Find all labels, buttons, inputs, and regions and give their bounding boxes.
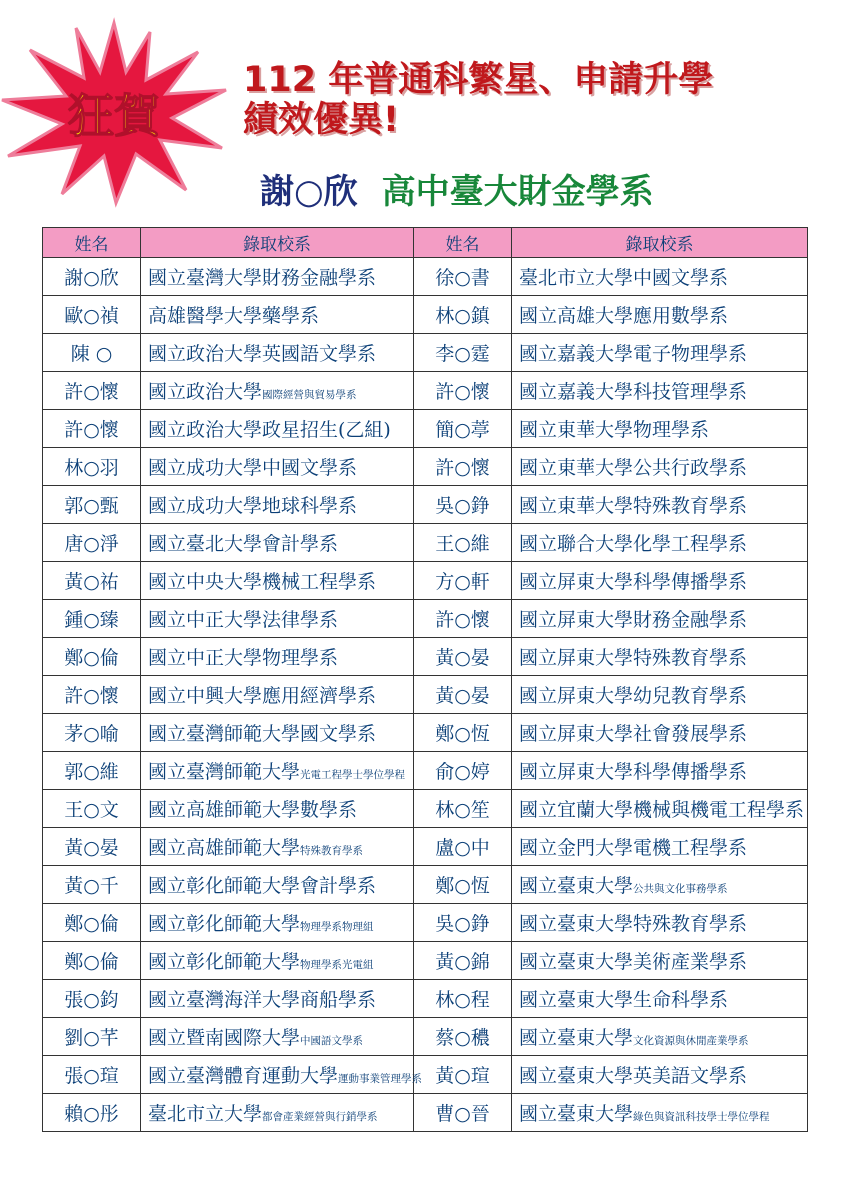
admitted-program xyxy=(141,980,414,1018)
table-row xyxy=(43,866,808,904)
school-name: 國立東華大學物理學系 xyxy=(519,419,710,441)
admitted-program xyxy=(141,676,414,714)
student-name: 許○懷 xyxy=(414,372,512,410)
school-name: 國立臺東大學 xyxy=(519,875,634,897)
student-name: 林○程 xyxy=(414,980,512,1018)
student-name: 謝○欣 xyxy=(43,258,141,296)
table-header-row xyxy=(43,228,808,258)
school-name: 國立屏東大學科學傳播學系 xyxy=(519,761,748,783)
school-name: 國立成功大學地球科學系 xyxy=(148,495,358,517)
celebration-badge xyxy=(0,20,228,205)
table-row xyxy=(43,904,808,942)
department-name-small: 都會產業經營與行銷學系 xyxy=(262,1111,378,1123)
admitted-program xyxy=(512,372,808,410)
admitted-program xyxy=(141,1018,414,1056)
student-name: 林○鎮 xyxy=(414,296,512,334)
student-name: 張○鈞 xyxy=(43,980,141,1018)
table-row xyxy=(43,372,808,410)
department-name-small: 綠色與資訊科技學士學位學程 xyxy=(633,1111,770,1123)
school-name: 國立臺東大學 xyxy=(519,1103,634,1125)
admitted-program xyxy=(512,448,808,486)
admitted-program xyxy=(512,904,808,942)
school-name: 國立屏東大學幼兒教育學系 xyxy=(519,685,748,707)
headline-line-1: 112 年普通科繁星、申請升學 xyxy=(243,60,714,100)
student-name: 王○維 xyxy=(414,524,512,562)
table-row xyxy=(43,1094,808,1132)
admitted-program xyxy=(141,258,414,296)
admitted-program xyxy=(141,410,414,448)
school-name: 國立臺灣體育運動大學 xyxy=(148,1065,339,1087)
table-row xyxy=(43,714,808,752)
admitted-program xyxy=(512,524,808,562)
school-name: 臺北市立大學中國文學系 xyxy=(519,267,729,289)
admitted-program xyxy=(512,638,808,676)
student-name: 賴○彤 xyxy=(43,1094,141,1132)
school-name: 國立金門大學電機工程學系 xyxy=(519,837,748,859)
student-name: 黃○晏 xyxy=(414,638,512,676)
student-name: 曹○晉 xyxy=(414,1094,512,1132)
admitted-program xyxy=(141,562,414,600)
school-name: 國立政治大學英國語文學系 xyxy=(148,343,377,365)
student-name: 方○軒 xyxy=(414,562,512,600)
school-name: 國立臺東大學美術產業學系 xyxy=(519,951,748,973)
student-name: 郭○甄 xyxy=(43,486,141,524)
featured-dept: 高中臺大財金學系 xyxy=(381,172,654,212)
student-name: 許○懷 xyxy=(43,410,141,448)
table-row xyxy=(43,676,808,714)
school-name: 國立臺灣師範大學 xyxy=(148,761,301,783)
school-name: 國立聯合大學化學工程學系 xyxy=(519,533,748,555)
featured-name: 謝○欣 xyxy=(260,172,358,212)
table-body xyxy=(43,258,808,1132)
table-row xyxy=(43,334,808,372)
table-row xyxy=(43,980,808,1018)
student-name: 徐○書 xyxy=(414,258,512,296)
student-name: 張○瑄 xyxy=(43,1056,141,1094)
school-name: 國立臺東大學 xyxy=(519,1027,634,1049)
department-name-small: 國際經營與貿易學系 xyxy=(262,389,357,401)
school-name: 國立中正大學物理學系 xyxy=(148,647,339,669)
student-name: 劉○芊 xyxy=(43,1018,141,1056)
header-school-2: 錄取校系 xyxy=(512,228,808,258)
table-row xyxy=(43,486,808,524)
student-name: 鄭○恆 xyxy=(414,866,512,904)
admission-table xyxy=(42,227,808,1132)
admitted-program xyxy=(512,486,808,524)
admitted-program xyxy=(141,904,414,942)
school-name: 國立臺灣海洋大學商船學系 xyxy=(148,989,377,1011)
admitted-program xyxy=(141,1056,423,1094)
admitted-program xyxy=(141,448,414,486)
school-name: 國立成功大學中國文學系 xyxy=(148,457,358,479)
school-name: 國立彰化師範大學 xyxy=(148,951,301,973)
school-name: 高雄醫學大學藥學系 xyxy=(148,305,320,327)
student-name: 許○懷 xyxy=(43,676,141,714)
student-name: 茅○喻 xyxy=(43,714,141,752)
admitted-program xyxy=(512,334,808,372)
admitted-program xyxy=(512,714,808,752)
student-name: 林○笙 xyxy=(414,790,512,828)
student-name: 唐○淨 xyxy=(43,524,141,562)
student-name: 蔡○穠 xyxy=(414,1018,512,1056)
table-row xyxy=(43,638,808,676)
student-name: 簡○葶 xyxy=(414,410,512,448)
student-name: 盧○中 xyxy=(414,828,512,866)
admitted-program xyxy=(141,638,414,676)
admitted-program xyxy=(141,866,414,904)
badge-text: 狂賀 xyxy=(68,89,160,143)
headline-line-2: 績效優異! xyxy=(243,100,399,140)
table-row xyxy=(43,410,808,448)
school-name: 國立東華大學公共行政學系 xyxy=(519,457,748,479)
table-row xyxy=(43,296,808,334)
student-name: 吳○錚 xyxy=(414,486,512,524)
table-row xyxy=(43,790,808,828)
admitted-program xyxy=(141,334,414,372)
student-name: 陳 ○ xyxy=(43,334,141,372)
school-name: 國立嘉義大學科技管理學系 xyxy=(519,381,748,403)
student-name: 許○懷 xyxy=(43,372,141,410)
department-name-small: 物理學系物理組 xyxy=(300,921,374,933)
admitted-program xyxy=(141,942,414,980)
school-name: 國立臺東大學特殊教育學系 xyxy=(519,913,748,935)
student-name: 黃○錦 xyxy=(414,942,512,980)
header-name-1: 姓名 xyxy=(43,228,141,258)
student-name: 鄭○倫 xyxy=(43,942,141,980)
admitted-program xyxy=(512,1094,808,1132)
school-name: 國立中正大學法律學系 xyxy=(148,609,339,631)
student-name: 黃○晏 xyxy=(43,828,141,866)
admitted-program xyxy=(512,676,808,714)
school-name: 國立彰化師範大學 xyxy=(148,913,301,935)
school-name: 臺北市立大學 xyxy=(148,1103,263,1125)
table-row xyxy=(43,1018,808,1056)
admitted-program xyxy=(512,258,808,296)
student-name: 鄭○倫 xyxy=(43,904,141,942)
admitted-program xyxy=(141,1094,414,1132)
admitted-program xyxy=(512,790,808,828)
table-row xyxy=(43,562,808,600)
table-row xyxy=(43,258,808,296)
department-name-small: 中國語文學系 xyxy=(300,1035,364,1047)
student-name: 許○懷 xyxy=(414,448,512,486)
school-name: 國立政治大學 xyxy=(148,381,263,403)
department-name-small: 特殊教育學系 xyxy=(300,845,364,857)
table-row xyxy=(43,600,808,638)
admitted-program xyxy=(512,828,808,866)
school-name: 國立中央大學機械工程學系 xyxy=(148,571,377,593)
admitted-program xyxy=(512,1056,808,1094)
student-name: 許○懷 xyxy=(414,600,512,638)
table-row xyxy=(43,942,808,980)
department-name-small: 公共與文化事務學系 xyxy=(633,883,728,895)
student-name: 黃○祐 xyxy=(43,562,141,600)
admitted-program xyxy=(512,562,808,600)
admitted-program xyxy=(512,600,808,638)
school-name: 國立臺東大學英美語文學系 xyxy=(519,1065,748,1087)
school-name: 國立臺灣師範大學國文學系 xyxy=(148,723,377,745)
student-name: 王○文 xyxy=(43,790,141,828)
admitted-program xyxy=(141,714,414,752)
student-name: 吳○錚 xyxy=(414,904,512,942)
student-name: 黃○瑄 xyxy=(414,1056,512,1094)
admitted-program xyxy=(512,296,808,334)
admitted-program xyxy=(141,828,414,866)
school-name: 國立高雄大學應用數學系 xyxy=(519,305,729,327)
school-name: 國立嘉義大學電子物理學系 xyxy=(519,343,748,365)
school-name: 國立宜蘭大學機械與機電工程學系 xyxy=(519,799,805,821)
table-row xyxy=(43,1056,808,1094)
department-name-small: 運動事業管理學系 xyxy=(338,1073,423,1085)
header-name-2: 姓名 xyxy=(414,228,512,258)
admitted-program xyxy=(141,600,414,638)
school-name: 國立臺東大學生命科學系 xyxy=(519,989,729,1011)
featured-student xyxy=(260,164,654,213)
school-name: 國立東華大學特殊教育學系 xyxy=(519,495,748,517)
student-name: 歐○禎 xyxy=(43,296,141,334)
school-name: 國立中興大學應用經濟學系 xyxy=(148,685,377,707)
table-row xyxy=(43,828,808,866)
school-name: 國立屏東大學科學傳播學系 xyxy=(519,571,748,593)
starburst-icon xyxy=(0,20,228,205)
student-name: 鄭○恆 xyxy=(414,714,512,752)
admitted-program xyxy=(512,980,808,1018)
student-name: 俞○婷 xyxy=(414,752,512,790)
school-name: 國立屏東大學社會發展學系 xyxy=(519,723,748,745)
table-row xyxy=(43,752,808,790)
school-name: 國立屏東大學特殊教育學系 xyxy=(519,647,748,669)
student-name: 黃○晏 xyxy=(414,676,512,714)
department-name-small: 物理學系光電組 xyxy=(300,959,374,971)
student-name: 黃○千 xyxy=(43,866,141,904)
header-school-1: 錄取校系 xyxy=(141,228,414,258)
admitted-program xyxy=(141,486,414,524)
student-name: 李○霆 xyxy=(414,334,512,372)
school-name: 國立政治大學政星招生(乙組) xyxy=(148,419,391,441)
admitted-program xyxy=(512,942,808,980)
admitted-program xyxy=(512,1018,808,1056)
school-name: 國立臺北大學會計學系 xyxy=(148,533,339,555)
school-name: 國立臺灣大學財務金融學系 xyxy=(148,267,377,289)
school-name: 國立高雄師範大學數學系 xyxy=(148,799,358,821)
department-name-small: 文化資源與休閒產業學系 xyxy=(633,1035,749,1047)
admitted-program xyxy=(141,296,414,334)
school-name: 國立屏東大學財務金融學系 xyxy=(519,609,748,631)
headline xyxy=(243,60,713,140)
admitted-program xyxy=(512,410,808,448)
table-row xyxy=(43,524,808,562)
admitted-program xyxy=(512,866,808,904)
school-name: 國立暨南國際大學 xyxy=(148,1027,301,1049)
admitted-program xyxy=(141,790,414,828)
admitted-program xyxy=(141,524,414,562)
student-name: 郭○維 xyxy=(43,752,141,790)
admitted-program xyxy=(141,752,414,790)
department-name-small: 光電工程學士學位學程 xyxy=(300,769,406,781)
school-name: 國立高雄師範大學 xyxy=(148,837,301,859)
admitted-program xyxy=(141,372,414,410)
student-name: 林○羽 xyxy=(43,448,141,486)
student-name: 鍾○臻 xyxy=(43,600,141,638)
admitted-program xyxy=(512,752,808,790)
school-name: 國立彰化師範大學會計學系 xyxy=(148,875,377,897)
student-name: 鄭○倫 xyxy=(43,638,141,676)
table-row xyxy=(43,448,808,486)
